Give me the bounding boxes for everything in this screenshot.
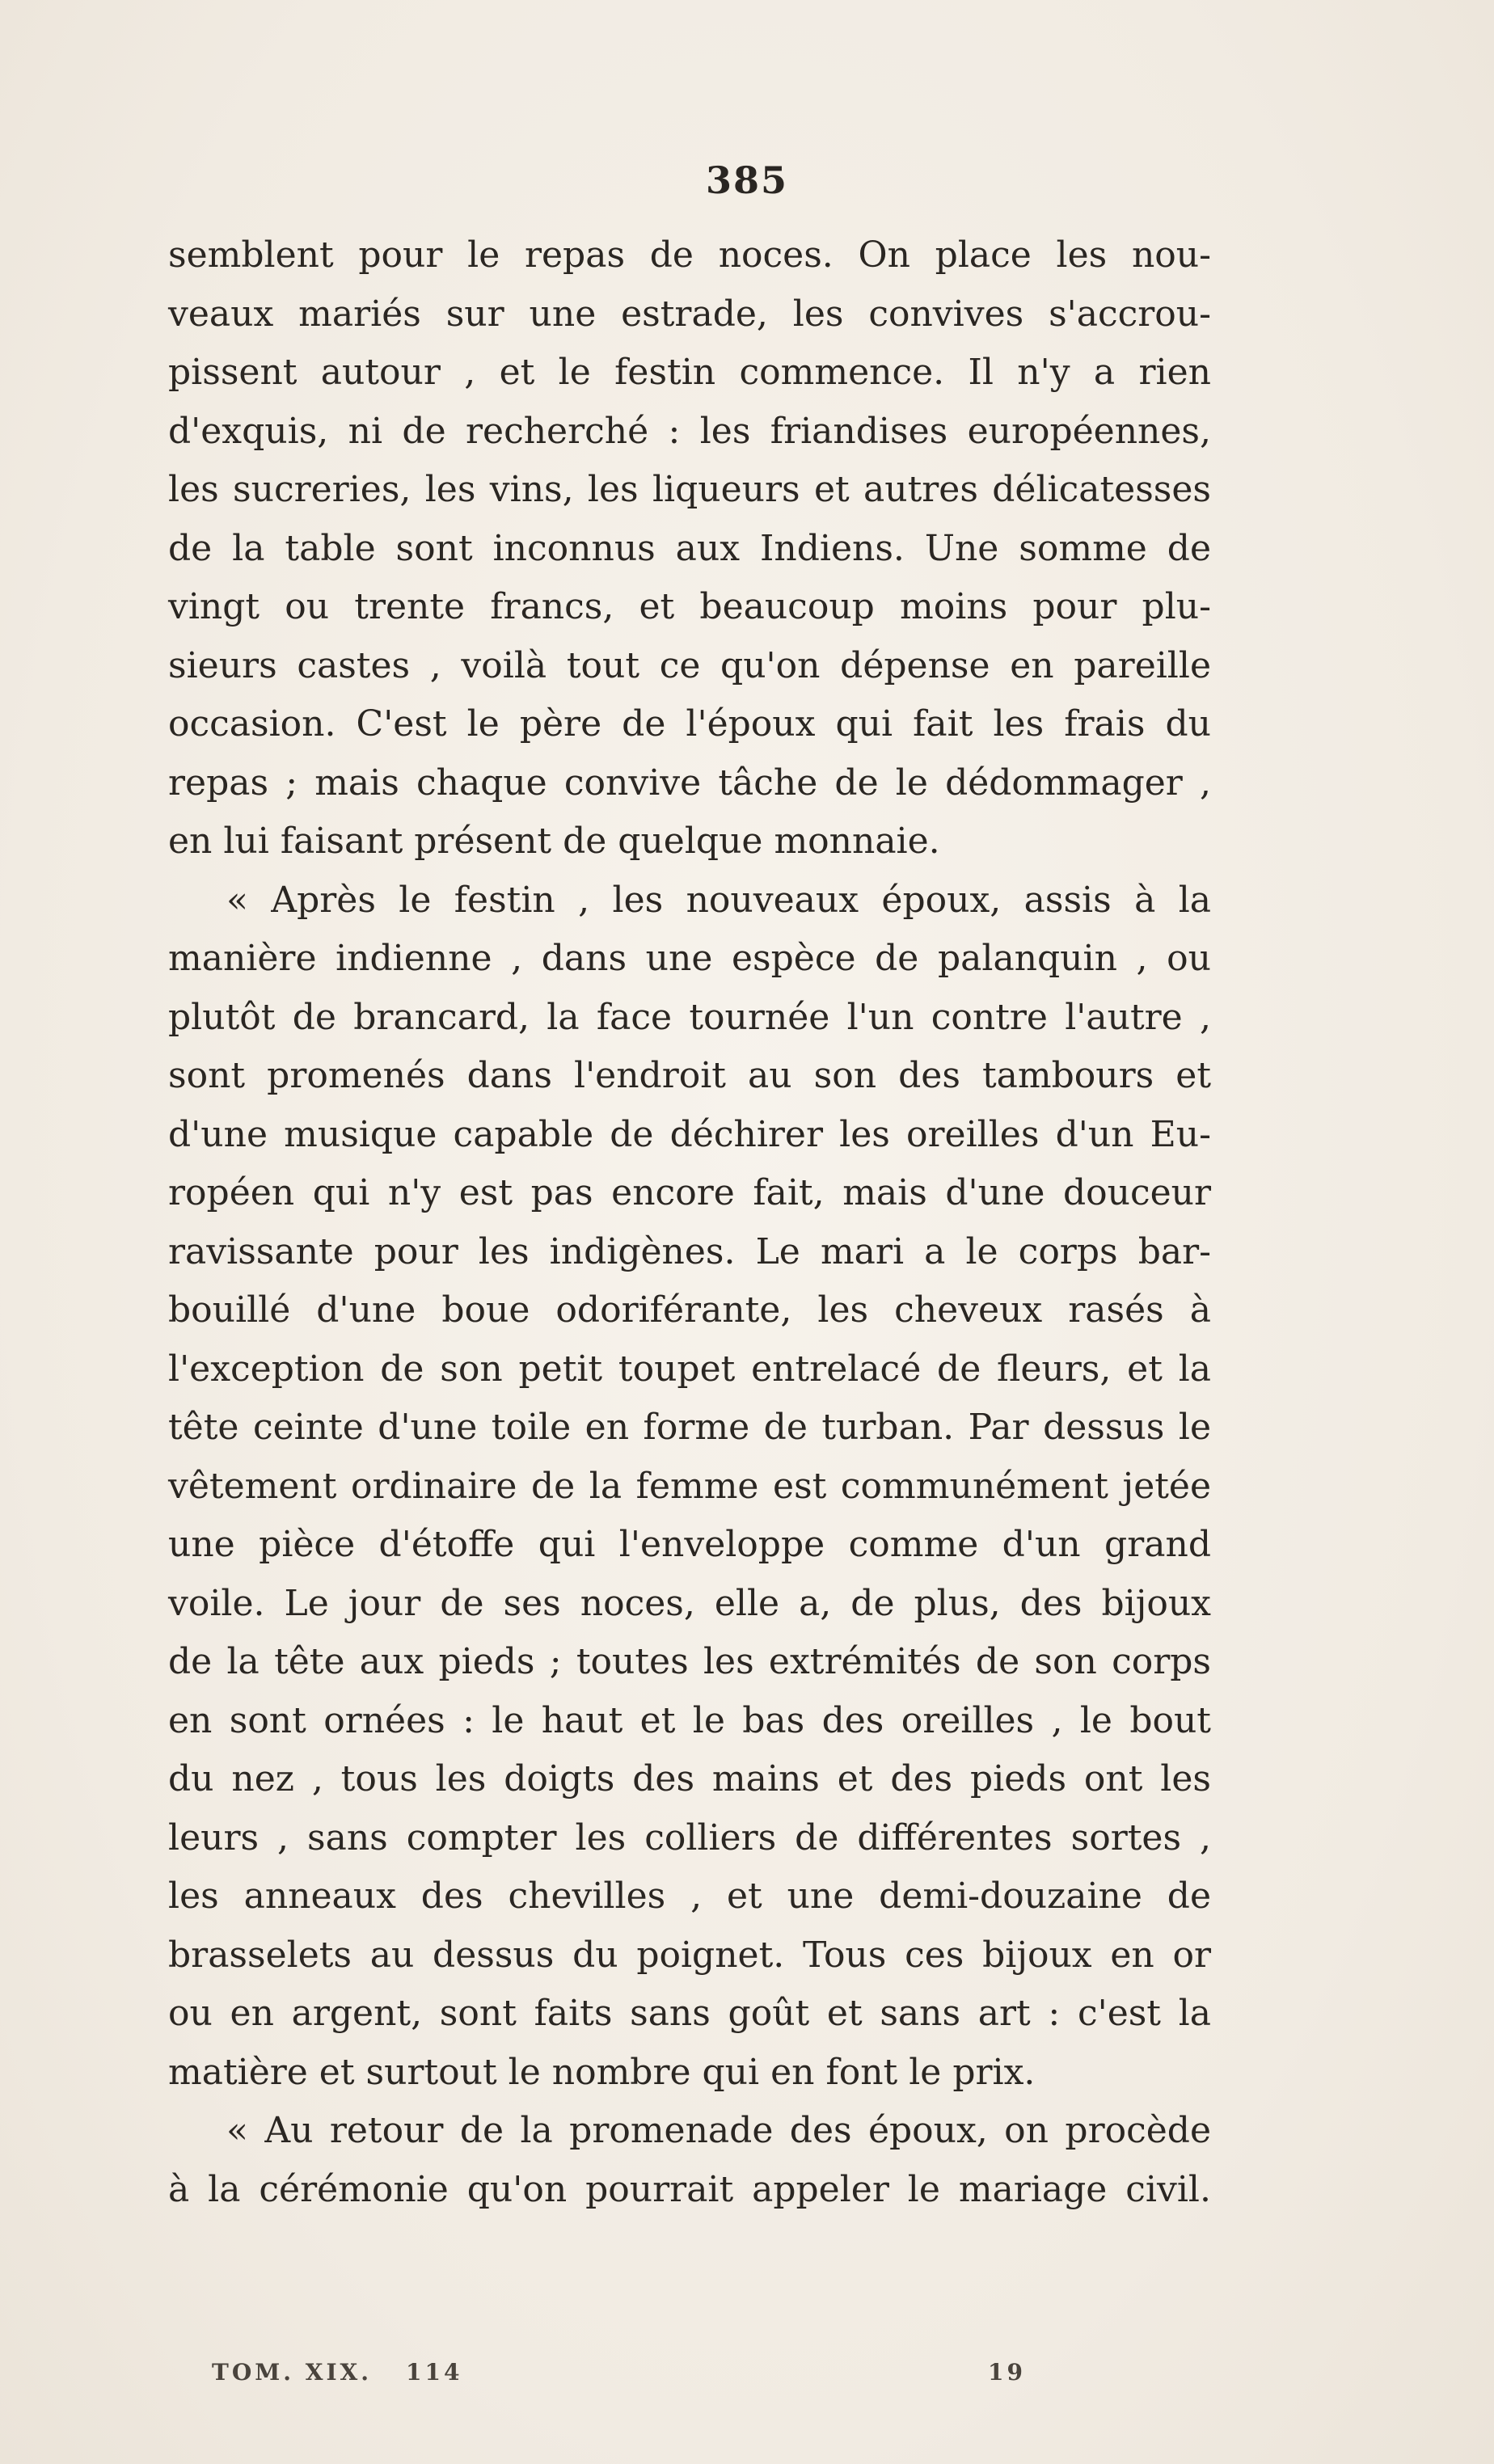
text-line: brasselets au dessus du poignet. Tous ces bijoux en or <box>168 1934 1211 1976</box>
text-line: ou en argent, sont faits sans goût et sans art : c'est la <box>168 1993 1211 2034</box>
text-line: semblent pour le repas de noces. On place les nou- <box>168 234 1211 276</box>
text-line: à la cérémonie qu'on pourrait appeler le mariage civil. <box>168 2168 1211 2210</box>
text-line: occasion. C'est le père de l'époux qui fait les frais du <box>168 703 1211 745</box>
text-line: d'exquis, ni de recherché : les friandises européennes, <box>168 410 1211 452</box>
text-line: plutôt de brancard, la face tournée l'un contre l'autre , <box>168 996 1211 1038</box>
page-number: 385 <box>705 158 789 202</box>
text-line: une pièce d'étoffe qui l'enveloppe comme d'un grand <box>168 1524 1211 1565</box>
text-line: les sucreries, les vins, les liqueurs et autres délicatesses <box>168 469 1211 510</box>
volume-signature: TOM. XIX. <box>212 2359 373 2386</box>
paragraph-start-line: « Au retour de la promenade des époux, on procède <box>226 2110 1211 2151</box>
text-line: voile. Le jour de ses noces, elle a, de plus, des bijoux <box>168 1582 1211 1624</box>
text-line: de la tête aux pieds ; toutes les extrémités de son corps <box>168 1641 1211 1682</box>
gathering-signature: 19 <box>988 2359 1026 2386</box>
text-line: manière indienne , dans une espèce de palanquin , ou <box>168 938 1211 979</box>
text-line: vingt ou trente francs, et beaucoup moins pour plu- <box>168 586 1211 627</box>
text-line: les anneaux des chevilles , et une demi-douzaine de <box>168 1875 1211 1917</box>
text-line: vêtement ordinaire de la femme est communément jetée <box>168 1465 1211 1507</box>
text-line: ravissante pour les indigènes. Le mari a le corps bar- <box>168 1230 1211 1272</box>
text-line: de la table sont inconnus aux Indiens. Une somme de <box>168 527 1211 569</box>
body-text <box>168 226 1211 2219</box>
text-line: l'exception de son petit toupet entrelacé de fleurs, et la <box>168 1348 1211 1390</box>
text-line: pissent autour , et le festin commence. Il n'y a rien <box>168 352 1211 393</box>
paragraph-end-line: matière et surtout le nombre qui en font le prix. <box>168 2051 1036 2093</box>
text-line: d'une musique capable de déchirer les oreilles d'un Eu- <box>168 1113 1211 1155</box>
text-line: du nez , tous les doigts des mains et des pieds ont les <box>168 1758 1211 1799</box>
text-line: bouillé d'une boue odoriférante, les cheveux rasés à <box>168 1289 1211 1331</box>
text-line: tête ceinte d'une toile en forme de turban. Par dessus le <box>168 1407 1211 1448</box>
text-line: ropéen qui n'y est pas encore fait, mais d'une douceur <box>168 1172 1211 1213</box>
printer-signature <box>212 2359 1028 2399</box>
text-line: veaux mariés sur une estrade, les convives s'accrou- <box>168 293 1211 335</box>
text-line: sieurs castes , voilà tout ce qu'on dépense en pareille <box>168 644 1211 686</box>
paragraph-end-line: en lui faisant présent de quelque monnaie. <box>168 821 940 862</box>
paragraph-start-line: « Après le festin , les nouveaux époux, assis à la <box>226 879 1211 921</box>
text-line: sont promenés dans l'endroit au son des tambours et <box>168 1055 1211 1096</box>
text-line: repas ; mais chaque convive tâche de le dédommager , <box>168 762 1211 804</box>
text-line: leurs , sans compter les colliers de différentes sortes , <box>168 1816 1211 1859</box>
issue-signature: 114 <box>406 2359 463 2386</box>
text-line: en sont ornées : le haut et le bas des oreilles , le bout <box>168 1699 1211 1741</box>
